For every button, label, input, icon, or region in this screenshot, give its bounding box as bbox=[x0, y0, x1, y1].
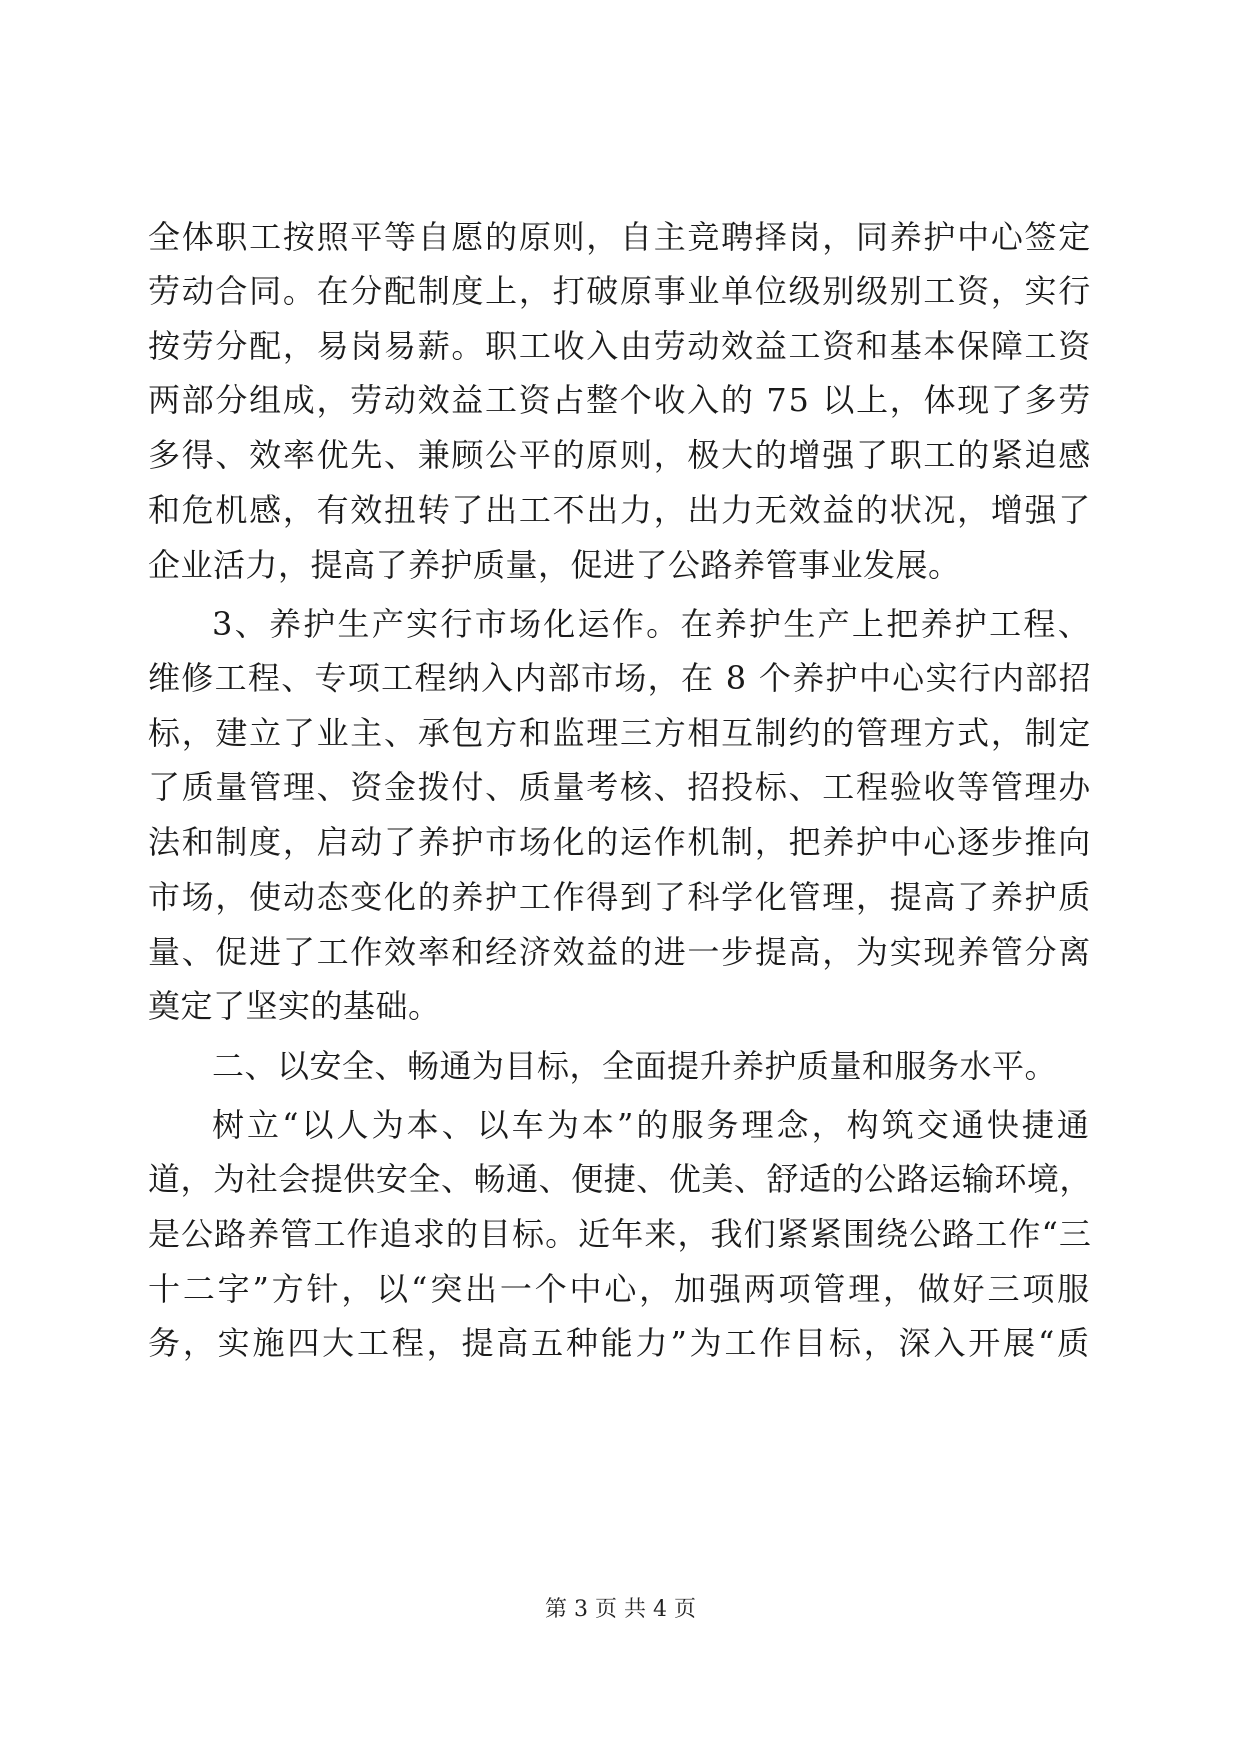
text-line: 两部分组成，劳动效益工资占整个收入的 75 以上，体现了多劳 bbox=[148, 381, 1092, 419]
text-line: 3、养护生产实行市场化运作。在养护生产上把养护工程、 bbox=[212, 605, 1092, 643]
text-line: 了质量管理、资金拨付、质量考核、招投标、工程验收等管理办 bbox=[148, 768, 1092, 806]
text-line: 多得、效率优先、兼顾公平的原则，极大的增强了职工的紧迫感 bbox=[148, 436, 1092, 474]
text-line: 企业活力，提高了养护质量，促进了公路养管事业发展。 bbox=[148, 546, 961, 584]
text-line: 奠定了坚实的基础。 bbox=[148, 987, 441, 1025]
text-line: 标，建立了业主、承包方和监理三方相互制约的管理方式，制定 bbox=[148, 714, 1092, 752]
text-line: 法和制度，启动了养护市场化的运作机制，把养护中心逐步推向 bbox=[148, 823, 1092, 861]
text-line: 道，为社会提供安全、畅通、便捷、优美、舒适的公路运输环境， bbox=[148, 1160, 1092, 1198]
text-line: 全体职工按照平等自愿的原则，自主竞聘择岗，同养护中心签定 bbox=[148, 218, 1092, 256]
text-line: 劳动合同。在分配制度上，打破原事业单位级别级别工资，实行 bbox=[148, 272, 1092, 310]
text-line: 和危机感，有效扭转了出工不出力，出力无效益的状况，增强了 bbox=[148, 491, 1092, 529]
text-line: 务，实施四大工程，提高五种能力”为工作目标，深入开展“质 bbox=[148, 1324, 1092, 1362]
page-footer: 第 3 页 共 4 页 bbox=[545, 1597, 696, 1622]
text-line: 树立“以人为本、以车为本”的服务理念，构筑交通快捷通 bbox=[212, 1106, 1092, 1144]
text-line: 十二字”方针，以“突出一个中心，加强两项管理，做好三项服 bbox=[148, 1270, 1092, 1308]
text-line: 二、以安全、畅通为目标，全面提升养护质量和服务水平。 bbox=[212, 1047, 1058, 1085]
text-line: 维修工程、专项工程纳入内部市场，在 8 个养护中心实行内部招 bbox=[148, 659, 1092, 697]
text-line: 按劳分配，易岗易薪。职工收入由劳动效益工资和基本保障工资 bbox=[148, 327, 1092, 365]
text-line: 市场，使动态变化的养护工作得到了科学化管理，提高了养护质 bbox=[148, 878, 1092, 916]
text-line: 量、促进了工作效率和经济效益的进一步提高，为实现养管分离 bbox=[148, 933, 1092, 971]
text-line: 是公路养管工作追求的目标。近年来，我们紧紧围绕公路工作“三 bbox=[148, 1215, 1092, 1253]
